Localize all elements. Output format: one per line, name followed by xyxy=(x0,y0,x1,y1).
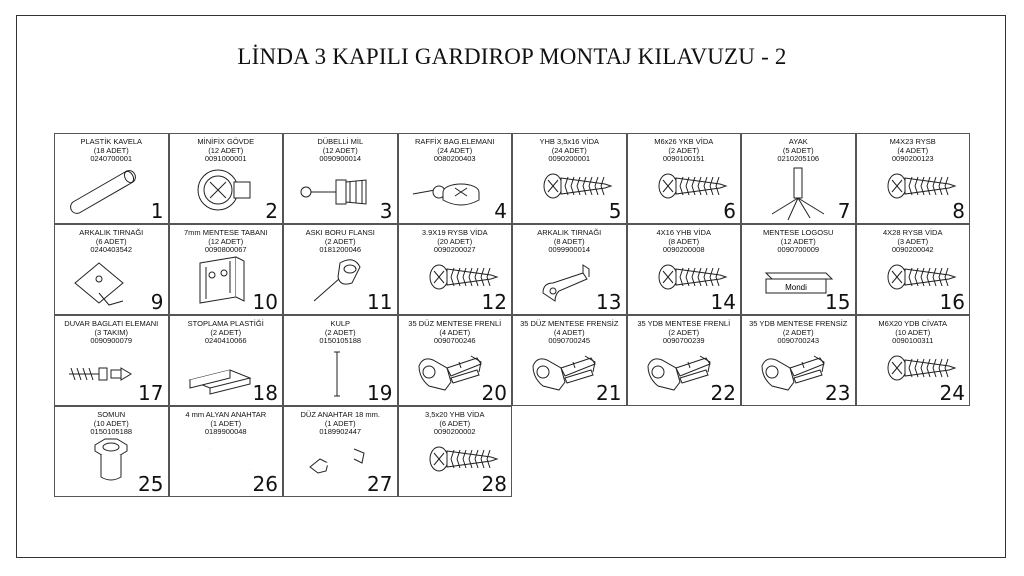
part-cell xyxy=(741,315,856,406)
part-cell xyxy=(856,315,971,406)
part-cell xyxy=(169,315,284,406)
part-name: 35 YDB MENTESE FRENLİ xyxy=(637,319,731,328)
part-code: 0090200042 xyxy=(891,245,934,254)
part-label xyxy=(401,229,510,255)
part-label xyxy=(401,320,510,346)
part-quantity: (2 ADET) xyxy=(324,327,356,337)
part-code: 0090200008 xyxy=(662,245,705,254)
part-cell xyxy=(741,133,856,224)
part-number: 17 xyxy=(138,381,164,405)
part-number: 2 xyxy=(265,199,278,223)
part-code: 0090700245 xyxy=(548,336,591,345)
part-cell xyxy=(398,406,513,497)
part-label xyxy=(172,229,281,255)
part-code: 0210205106 xyxy=(777,154,820,163)
part-quantity: (5 ADET) xyxy=(782,145,814,155)
part-label xyxy=(515,138,624,164)
part-name: M6x26 YKB VİDA xyxy=(654,137,714,146)
part-name: MENTESE LOGOSU xyxy=(763,228,834,237)
part-name: RAFFİX BAG.ELEMANI xyxy=(414,137,495,146)
part-quantity: (6 ADET) xyxy=(95,236,127,246)
part-cell xyxy=(169,133,284,224)
part-number: 13 xyxy=(596,290,622,314)
part-quantity: (12 ADET) xyxy=(780,236,816,246)
part-code: 0090900079 xyxy=(90,336,133,345)
part-number: 15 xyxy=(825,290,851,314)
part-number: 25 xyxy=(138,472,164,496)
part-label xyxy=(515,229,624,255)
part-quantity: (1 ADET) xyxy=(210,418,242,428)
part-number: 27 xyxy=(367,472,393,496)
part-code: 0090700009 xyxy=(777,245,820,254)
part-quantity: (2 ADET) xyxy=(668,145,700,155)
part-quantity: (8 ADET) xyxy=(668,236,700,246)
part-number: 7 xyxy=(837,199,851,223)
part-quantity: (4 ADET) xyxy=(553,327,585,337)
part-label xyxy=(401,138,510,164)
part-code: 0090700246 xyxy=(433,336,476,345)
part-label xyxy=(57,411,166,437)
part-cell xyxy=(627,133,742,224)
part-quantity: (2 ADET) xyxy=(668,327,700,337)
part-label xyxy=(630,138,739,164)
part-number: 4 xyxy=(494,199,507,223)
part-cell xyxy=(54,406,169,497)
part-code: 0090200027 xyxy=(433,245,476,254)
part-number: 21 xyxy=(596,381,622,405)
part-label xyxy=(859,320,968,346)
part-quantity: (2 ADET) xyxy=(782,327,814,337)
part-cell xyxy=(283,224,398,315)
part-cell xyxy=(54,224,169,315)
part-quantity: (2 ADET) xyxy=(324,236,356,246)
part-label xyxy=(57,138,166,164)
part-number: 24 xyxy=(939,381,965,405)
part-label xyxy=(286,320,395,346)
part-quantity: (20 ADET) xyxy=(437,236,473,246)
part-label xyxy=(57,320,166,346)
part-name: 4X28 RYSB VİDA xyxy=(883,228,943,237)
part-code: 0099900014 xyxy=(548,245,591,254)
part-quantity: (10 ADET) xyxy=(895,327,931,337)
part-cell xyxy=(512,133,627,224)
part-quantity: (8 ADET) xyxy=(553,236,585,246)
part-cell xyxy=(856,133,971,224)
part-label xyxy=(744,320,853,346)
part-name: SOMUN xyxy=(97,410,126,419)
part-name: ASKI BORU FLANSI xyxy=(305,228,375,237)
part-label xyxy=(859,138,968,164)
part-code: 0090700239 xyxy=(662,336,705,345)
hinge-logo-text: Mondi xyxy=(785,283,807,292)
part-label xyxy=(630,229,739,255)
part-cell xyxy=(856,224,971,315)
part-name: 35 DÜZ MENTESE FRENSİZ xyxy=(520,319,619,328)
part-name: 4X16 YHB VİDA xyxy=(656,228,711,237)
part-code: 0080200403 xyxy=(433,154,476,163)
part-name: YHB 3,5x16 VİDA xyxy=(539,137,600,146)
part-code: 0090200002 xyxy=(433,427,476,436)
part-number: 23 xyxy=(825,381,851,405)
part-name: M4X23 RYSB xyxy=(889,137,936,146)
part-quantity: (10 ADET) xyxy=(93,418,129,428)
part-cell xyxy=(741,224,856,315)
part-name: KULP xyxy=(330,319,351,328)
part-name: ARKALIK TIRNAĞI xyxy=(79,228,144,237)
part-name: MİNİFİX GÖVDE xyxy=(197,137,255,146)
part-number: 28 xyxy=(481,472,507,496)
part-label xyxy=(286,229,395,255)
part-quantity: (24 ADET) xyxy=(437,145,473,155)
part-label xyxy=(401,411,510,437)
part-code: 0090100311 xyxy=(892,336,934,345)
part-cell xyxy=(627,224,742,315)
part-quantity: (24 ADET) xyxy=(551,145,587,155)
part-quantity: (3 TAKIM) xyxy=(94,327,128,337)
part-number: 22 xyxy=(710,381,736,405)
part-quantity: (18 ADET) xyxy=(93,145,129,155)
part-label xyxy=(172,138,281,164)
part-code: 0090900014 xyxy=(319,154,362,163)
part-label xyxy=(172,320,281,346)
part-cell xyxy=(398,133,513,224)
part-number: 26 xyxy=(252,472,278,496)
part-name: DÜZ ANAHTAR 18 mm. xyxy=(300,410,380,419)
part-code: 0181200046 xyxy=(319,245,362,254)
part-number: 16 xyxy=(939,290,965,314)
part-name: 3.9X19 RYSB VİDA xyxy=(421,228,488,237)
part-cell xyxy=(283,315,398,406)
part-cell xyxy=(512,224,627,315)
part-label xyxy=(286,138,395,164)
part-code: 0240700001 xyxy=(90,154,133,163)
part-number: 1 xyxy=(150,199,164,223)
part-number: 11 xyxy=(367,290,393,314)
part-code: 0150105188 xyxy=(319,336,362,345)
part-name: 3,5x20 YHB VİDA xyxy=(425,410,485,419)
part-quantity: (4 ADET) xyxy=(439,327,471,337)
part-quantity: (12 ADET) xyxy=(208,236,244,246)
part-name: 35 DÜZ MENTESE FRENLİ xyxy=(408,319,502,328)
part-code: 0150105188 xyxy=(90,427,133,436)
part-cell xyxy=(54,133,169,224)
part-code: 0090800067 xyxy=(204,245,247,254)
part-quantity: (4 ADET) xyxy=(897,145,929,155)
part-label xyxy=(286,411,395,437)
part-label xyxy=(57,229,166,255)
part-number: 12 xyxy=(481,290,507,314)
part-number: 20 xyxy=(481,381,507,405)
part-number: 9 xyxy=(150,290,164,314)
part-label xyxy=(172,411,281,437)
part-name: AYAK xyxy=(788,137,808,146)
part-quantity: (6 ADET) xyxy=(439,418,471,428)
part-name: M6X20 YDB CİVATA xyxy=(878,319,948,328)
part-name: DUVAR BAGLATI ELEMANI xyxy=(64,319,159,328)
part-number: 6 xyxy=(723,199,736,223)
part-code: 0240410066 xyxy=(204,336,247,345)
part-cell xyxy=(512,315,627,406)
part-code: 0090200001 xyxy=(548,154,591,163)
part-number: 10 xyxy=(252,290,278,314)
part-quantity: (2 ADET) xyxy=(210,327,242,337)
part-label xyxy=(515,320,624,346)
part-number: 3 xyxy=(379,199,393,223)
part-cell xyxy=(627,315,742,406)
part-cell xyxy=(398,315,513,406)
part-name: 35 YDB MENTESE FRENSİZ xyxy=(749,319,848,328)
part-number: 5 xyxy=(608,199,622,223)
part-label xyxy=(744,229,853,255)
part-name: 4 mm ALYAN ANAHTAR xyxy=(185,410,267,419)
part-code: 0090200123 xyxy=(891,154,934,163)
part-code: 0189902447 xyxy=(319,427,362,436)
part-code: 0240403542 xyxy=(90,245,133,254)
part-quantity: (12 ADET) xyxy=(208,145,244,155)
part-label xyxy=(630,320,739,346)
part-number: 18 xyxy=(252,381,278,405)
part-code: 0090100151 xyxy=(662,154,705,163)
page-title: LİNDA 3 KAPILI GARDIROP MONTAJ KILAVUZU - 2 xyxy=(237,44,787,69)
part-quantity: (1 ADET) xyxy=(324,418,356,428)
part-cell xyxy=(169,406,284,497)
part-label xyxy=(859,229,968,255)
part-cell xyxy=(283,133,398,224)
part-quantity: (3 ADET) xyxy=(897,236,929,246)
part-name: ARKALIK TIRNAĞI xyxy=(537,228,602,237)
part-name: DÜBELLİ MİL xyxy=(317,137,364,146)
part-name: 7mm MENTESE TABANI xyxy=(184,228,268,237)
part-number: 8 xyxy=(952,199,965,223)
part-code: 0189900048 xyxy=(204,427,247,436)
part-quantity: (12 ADET) xyxy=(322,145,358,155)
part-label xyxy=(744,138,853,164)
part-cell xyxy=(398,224,513,315)
part-name: STOPLAMA PLASTİĞİ xyxy=(187,319,264,328)
part-name: PLASTİK KAVELA xyxy=(80,137,143,146)
part-number: 19 xyxy=(367,381,393,405)
part-cell xyxy=(169,224,284,315)
part-cell xyxy=(54,315,169,406)
part-code: 0090700243 xyxy=(777,336,820,345)
part-code: 0091000001 xyxy=(204,154,247,163)
part-cell xyxy=(283,406,398,497)
part-number: 14 xyxy=(710,290,736,314)
